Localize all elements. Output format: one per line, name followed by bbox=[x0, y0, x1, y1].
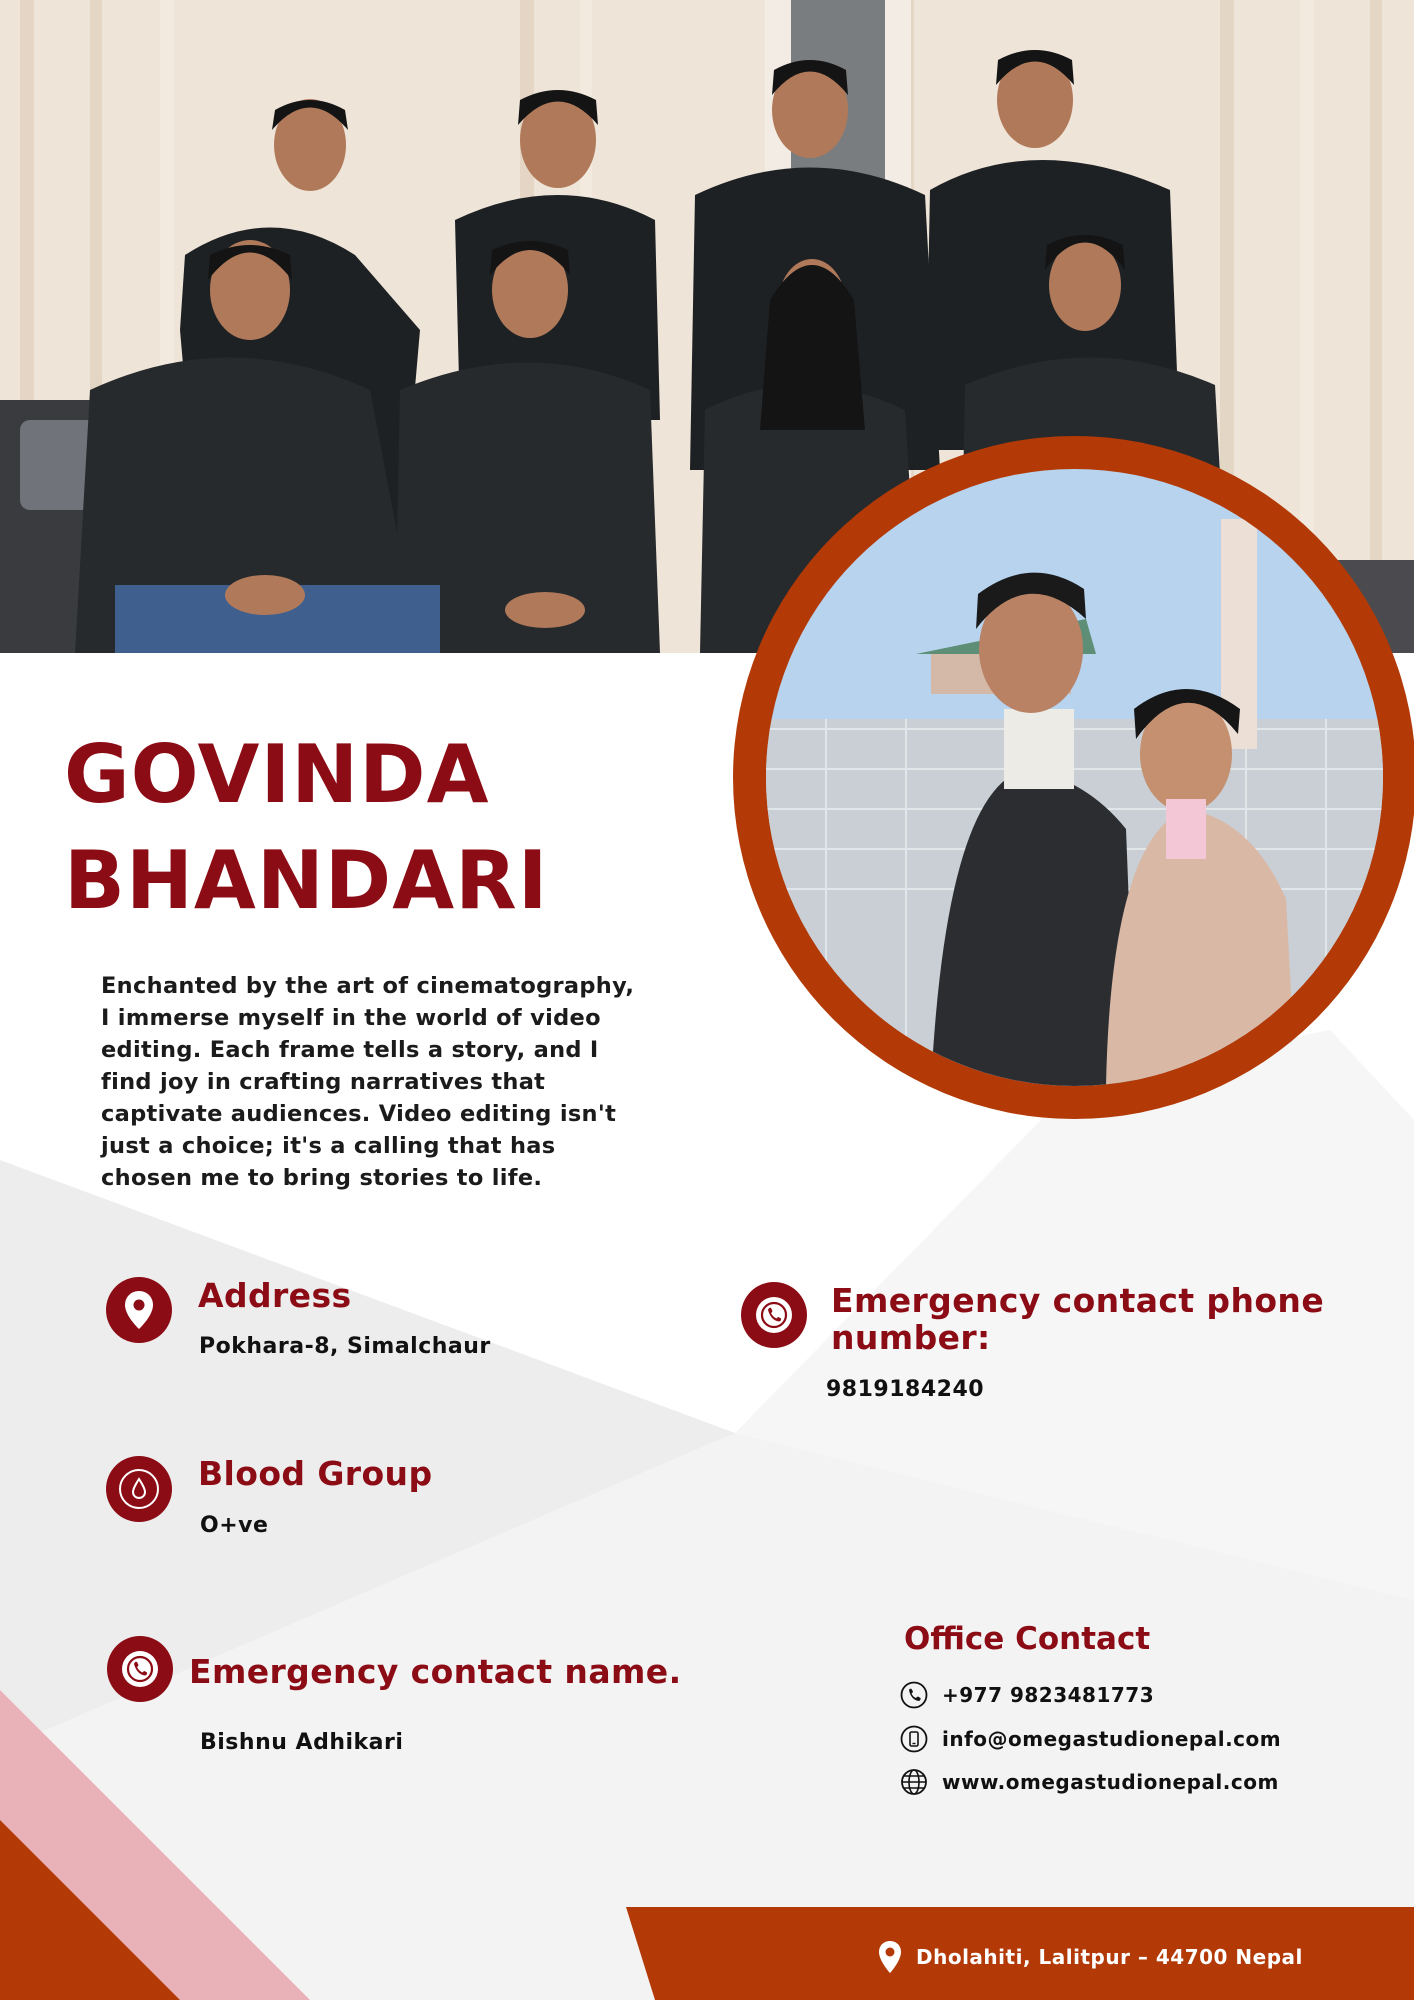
office-email[interactable]: info@omegastudionepal.com bbox=[942, 1727, 1282, 1751]
emergency-name-label: Emergency contact name. bbox=[189, 1652, 682, 1691]
blood-group-label: Blood Group bbox=[198, 1454, 433, 1493]
bio-paragraph: Enchanted by the art of cinematography, I immerse myself in the world of video editing. Each frame tells a story, and I find joy in crafting narratives that captivate audiences. Video editing isn't just a choice; it's a calling that has chosen me to bring stories to life. bbox=[101, 973, 635, 1191]
emergency-name-value: Bishnu Adhikari bbox=[200, 1730, 404, 1755]
mobile-icon bbox=[900, 1725, 928, 1753]
emergency-phone-label bbox=[831, 1282, 1324, 1356]
name-line-1: GOVINDA bbox=[64, 728, 490, 821]
footer-address bbox=[878, 1940, 1303, 1974]
whatsapp-icon bbox=[107, 1636, 173, 1702]
name-line-2: BHANDARI bbox=[64, 834, 549, 927]
office-phone[interactable]: +977 9823481773 bbox=[942, 1683, 1155, 1707]
office-email-row bbox=[900, 1724, 1281, 1754]
blood-drop-icon bbox=[106, 1456, 172, 1522]
office-website[interactable]: www.omegastudionepal.com bbox=[942, 1770, 1279, 1794]
address-label: Address bbox=[198, 1276, 352, 1315]
phone-icon bbox=[900, 1681, 928, 1709]
emergency-phone-label-line-1: Emergency contact phone bbox=[831, 1281, 1325, 1320]
footer-address-text: Dholahiti, Lalitpur – 44700 Nepal bbox=[916, 1945, 1303, 1969]
location-pin-icon bbox=[106, 1277, 172, 1343]
emergency-phone-value: 9819184240 bbox=[826, 1377, 985, 1402]
office-phone-row bbox=[900, 1680, 1154, 1710]
couple-portrait bbox=[766, 469, 1383, 1086]
address-value: Pokhara-8, Simalchaur bbox=[199, 1334, 491, 1359]
emergency-phone-label-line-2: number: bbox=[831, 1318, 991, 1357]
globe-icon bbox=[900, 1768, 928, 1796]
blood-group-value: O+ve bbox=[200, 1513, 269, 1538]
office-website-row bbox=[900, 1767, 1279, 1797]
whatsapp-icon bbox=[741, 1282, 807, 1348]
office-contact-title: Office Contact bbox=[904, 1621, 1151, 1657]
person-name bbox=[64, 722, 548, 934]
location-pin-icon bbox=[878, 1940, 902, 1974]
